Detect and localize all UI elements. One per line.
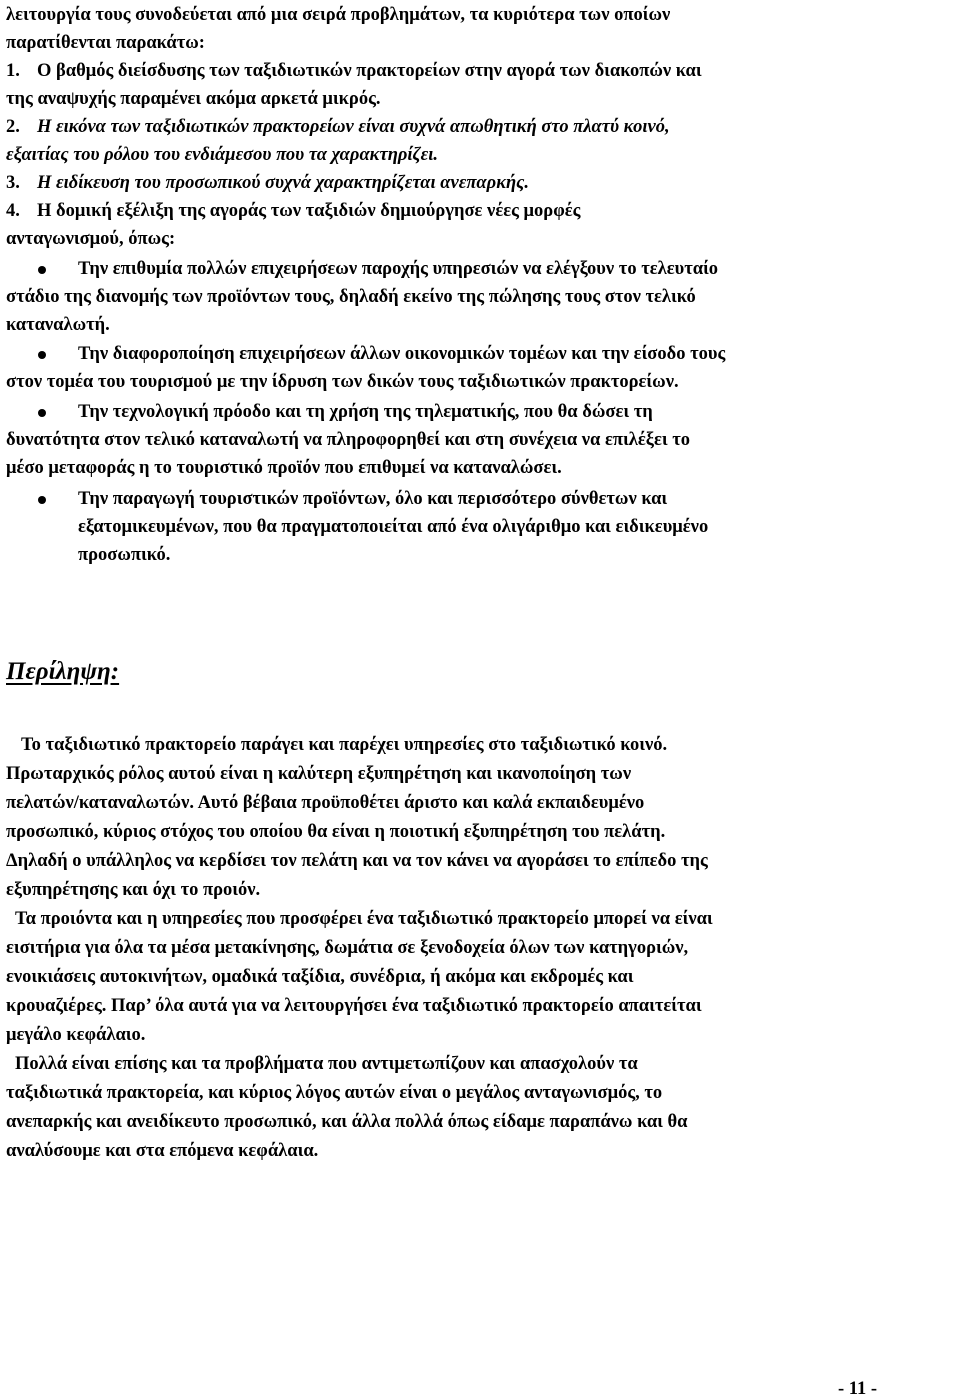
bullet-icon — [38, 266, 46, 274]
paragraph-line: εξυπηρέτησης και όχι το προιόν. — [6, 880, 261, 900]
paragraph-line: κρουαζιέρες. Παρ’ όλα αυτά για να λειτουργήσει ένα ταξιδιωτικό πρακτορείο απαιτείται — [6, 996, 702, 1016]
list-number: 4. — [6, 201, 20, 221]
bullet-text: εξατομικευμένων, που θα πραγματοποιείται από ένα ολιγάριθμο και ειδικευμένο — [78, 517, 709, 537]
paragraph-line: πελατών/καταναλωτών. Αυτό βέβαια προϋποθέτει άριστο και καλά εκπαιδευμένο — [6, 793, 645, 813]
list-item-text: Ο βαθμός διείσδυσης των ταξιδιωτικών πρακτορείων στην αγορά των διακοπών και — [37, 61, 702, 81]
intro-line: λειτουργία τους συνοδεύεται από μια σειρά προβλημάτων, τα κυριότερα των οποίων — [6, 5, 671, 25]
bullet-text: στάδιο της διανομής των προϊόντων τους, δηλαδή εκείνο της πώλησης τους στον τελικό — [6, 287, 696, 307]
paragraph-line: αναλύσουμε και στα επόμενα κεφάλαια. — [6, 1141, 319, 1161]
page-number: - 11 - — [838, 1379, 878, 1399]
list-item-text: ανταγωνισμού, όπως: — [6, 229, 176, 249]
bullet-text: καταναλωτή. — [6, 315, 110, 335]
bullet-icon — [38, 496, 46, 504]
intro-line: παρατίθενται παρακάτω: — [6, 33, 205, 53]
paragraph-line: μεγάλο κεφάλαιο. — [6, 1025, 146, 1045]
bullet-text: Την διαφοροποίηση επιχειρήσεων άλλων οικονομικών τομέων και την είσοδο τους — [78, 344, 726, 364]
list-item-text: εξαιτίας του ρόλου του ενδιάμεσου που τα χαρακτηρίζει. — [6, 145, 439, 165]
bullet-text: προσωπικό. — [78, 545, 171, 565]
section-heading: Περίληψη: — [6, 658, 120, 685]
bullet-text: Την παραγωγή τουριστικών προϊόντων, όλο και περισσότερο σύνθετων και — [78, 489, 668, 509]
bullet-icon — [38, 351, 46, 359]
paragraph-line: Δηλαδή ο υπάλληλος να κερδίσει τον πελάτη και να τον κάνει να αγοράσει το επίπεδο της — [6, 851, 708, 871]
bullet-text: Την επιθυμία πολλών επιχειρήσεων παροχής υπηρεσιών να ελέγξουν το τελευταίο — [78, 259, 719, 279]
bullet-text: στον τομέα του τουρισμού με την ίδρυση των δικών τους ταξιδιωτικών πρακτορείων. — [6, 372, 679, 392]
paragraph-line: ανεπαρκής και ανειδίκευτο προσωπικό, και άλλα πολλά όπως είδαμε παραπάνω και θα — [6, 1112, 688, 1132]
paragraph-line: Τα προιόντα και η υπηρεσίες που προσφέρει ένα ταξιδιωτικό πρακτορείο μπορεί να είναι — [15, 909, 713, 929]
paragraph-line: Το ταξιδιωτικό πρακτορείο παράγει και παρέχει υπηρεσίες στο ταξιδιωτικό κοινό. — [21, 735, 668, 755]
paragraph-line: Πολλά είναι επίσης και τα προβλήματα που αντιμετωπίζουν και απασχολούν τα — [15, 1054, 638, 1074]
list-number: 1. — [6, 61, 20, 81]
list-number: 3. — [6, 173, 20, 193]
bullet-icon — [38, 409, 46, 417]
list-item-text: Η εικόνα των ταξιδιωτικών πρακτορείων είναι συχνά απωθητική στο πλατύ κοινό, — [37, 117, 670, 137]
bullet-text: Την τεχνολογική πρόοδο και τη χρήση της τηλεματικής, που θα δώσει τη — [78, 402, 653, 422]
paragraph-line: προσωπικό, κύριος στόχος του οποίου θα είναι η ποιοτική εξυπηρέτηση του πελάτη. — [6, 822, 666, 842]
list-item-text: Η δομική εξέλιξη της αγοράς των ταξιδιών δημιούργησε νέες μορφές — [37, 201, 581, 221]
list-number: 2. — [6, 117, 20, 137]
bullet-text: μέσο μεταφοράς η το τουριστικό προϊόν που επιθυμεί να καταναλώσει. — [6, 458, 562, 478]
bullet-text: δυνατότητα στον τελικό καταναλωτή να πληροφορηθεί και στη συνέχεια να επιλέξει το — [6, 430, 691, 450]
paragraph-line: ενοικιάσεις αυτοκινήτων, ομαδικά ταξίδια, συνέδρια, ή ακόμα και εκδρομές και — [6, 967, 634, 987]
paragraph-line: Πρωταρχικός ρόλος αυτού είναι η καλύτερη εξυπηρέτηση και ικανοποίηση των — [6, 764, 632, 784]
list-item-text: της αναψυχής παραμένει ακόμα αρκετά μικρός. — [6, 89, 381, 109]
paragraph-line: ταξιδιωτικά πρακτορεία, και κύριος λόγος αυτών είναι ο μεγάλος ανταγωνισμός, το — [6, 1083, 663, 1103]
paragraph-line: εισιτήρια για όλα τα μέσα μετακίνησης, δωμάτια σε ξενοδοχεία όλων των κατηγοριών, — [6, 938, 689, 958]
list-item-text: Η ειδίκευση του προσωπικού συχνά χαρακτηρίζεται ανεπαρκής. — [37, 173, 530, 193]
